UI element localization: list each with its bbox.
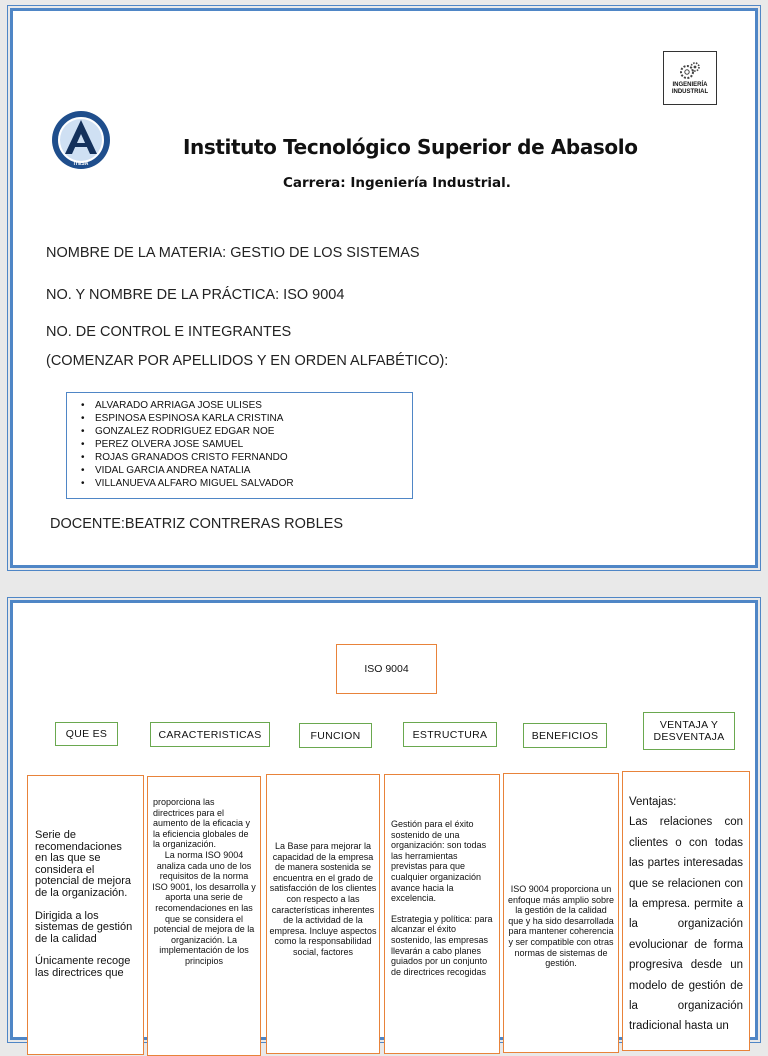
que-es-paragraph: Dirigida a los sistemas de gestión de la calidad [35, 909, 133, 945]
list-item: • GONZALEZ RODRIGUEZ EDGAR NOE [95, 425, 404, 438]
ventajas-label: Ventajas: [629, 796, 677, 808]
ingenieria-industrial-logo [663, 51, 717, 105]
header-caracteristicas: CARACTERISTICAS [150, 722, 270, 747]
beneficios-text: ISO 9004 proporciona un enfoque más amplio sobre la gestión de la calidad que y ha sido desarrollada para mantener coherencia y ser compatible con otras normas de sistemas de gestión. [507, 884, 615, 969]
members-box [66, 392, 413, 499]
central-topic [336, 644, 437, 694]
subject-line: NOMBRE DE LA MATERIA: GESTIO DE LOS SISTEMAS [46, 245, 420, 261]
estructura-paragraph: Gestión para el éxito sostenido de una organización: son todas las herramientas previstas para que cualquier organización avance hacia la excelencia. [391, 819, 487, 904]
funcion-text: La Base para mejorar la capacidad de la empresa de manera sostenida se encuentra en el grado de satisfacción de los clientes con respecto a las características inherentes de la actividad de la empresa. Incluye aspectos como la responsabilidad social, factores [269, 841, 377, 957]
beneficios-box [503, 773, 619, 1053]
header-ventaja-desventaja: VENTAJA Y DESVENTAJA [643, 712, 735, 750]
svg-text:ITESA: ITESA [73, 161, 89, 167]
caracteristicas-box [147, 776, 261, 1056]
logo-caption: INGENIERÍA INDUSTRIAL [671, 82, 709, 95]
control-line: NO. DE CONTROL E INTEGRANTES [46, 324, 292, 340]
itesa-seal-logo [51, 110, 111, 170]
list-item: • ESPINOSA ESPINOSA KARLA CRISTINA [95, 412, 404, 425]
list-item: • VILLANUEVA ALFARO MIGUEL SALVADOR [95, 477, 404, 490]
concept-map-page [10, 600, 758, 1040]
institution-title: Instituto Tecnológico Superior de Abasolo [183, 135, 638, 159]
que-es-box [27, 775, 144, 1055]
members-list [95, 399, 404, 490]
estructura-box [384, 774, 500, 1054]
header-que-es: QUE ES [55, 722, 118, 746]
cover-page [10, 8, 758, 568]
list-item: • VIDAL GARCIA ANDREA NATALIA [95, 464, 404, 477]
gear-icon [677, 60, 703, 82]
ventajas-box [622, 771, 750, 1051]
caracteristicas-intro: proporciona las directrices para el aumento de la eficacia y la eficiencia globales de la organización. [153, 797, 251, 850]
teacher-line: DOCENTE:BEATRIZ CONTRERAS ROBLES [50, 516, 343, 532]
header-beneficios: BENEFICIOS [523, 723, 607, 748]
que-es-paragraph: Serie de recomendaciones en las que se considera el potencial de mejora de la organización. [35, 829, 132, 899]
list-item: • PEREZ OLVERA JOSE SAMUEL [95, 438, 404, 451]
funcion-box [266, 774, 380, 1054]
practice-line: NO. Y NOMBRE DE LA PRÁCTICA: ISO 9004 [46, 287, 345, 303]
estructura-paragraph: Estrategia y política: para alcanzar el éxito sostenido, las empresas llevarán a cabo planes guiados por un conjunto de directrices recogidas [391, 913, 493, 977]
header-estructura: ESTRUCTURA [403, 722, 497, 747]
ventajas-text: Las relaciones con clientes o con todas las partes interesadas que se relacionen con la empresa. permite a la organización evolucionar de forma progresiva desde un modelo de gestión de la organización tradicional hasta un [629, 816, 743, 1033]
que-es-paragraph: Únicamente recoge las directrices que [35, 955, 131, 979]
order-instruction: (COMENZAR POR APELLIDOS Y EN ORDEN ALFABÉTICO): [46, 353, 449, 369]
career-line: Carrera: Ingeniería Industrial. [283, 175, 511, 191]
list-item: • ROJAS GRANADOS CRISTO FERNANDO [95, 451, 404, 464]
header-funcion: FUNCION [299, 723, 372, 748]
list-item: • ALVARADO ARRIAGA JOSE ULISES [95, 399, 404, 412]
central-topic-label: ISO 9004 [364, 663, 409, 675]
caracteristicas-body: La norma ISO 9004 analiza cada uno de los requisitos de la norma ISO 9001, los desarrolla y aporta una serie de recomendaciones en las que se considera el potencial de mejora de la organización. La implementación de los principios [152, 849, 256, 966]
